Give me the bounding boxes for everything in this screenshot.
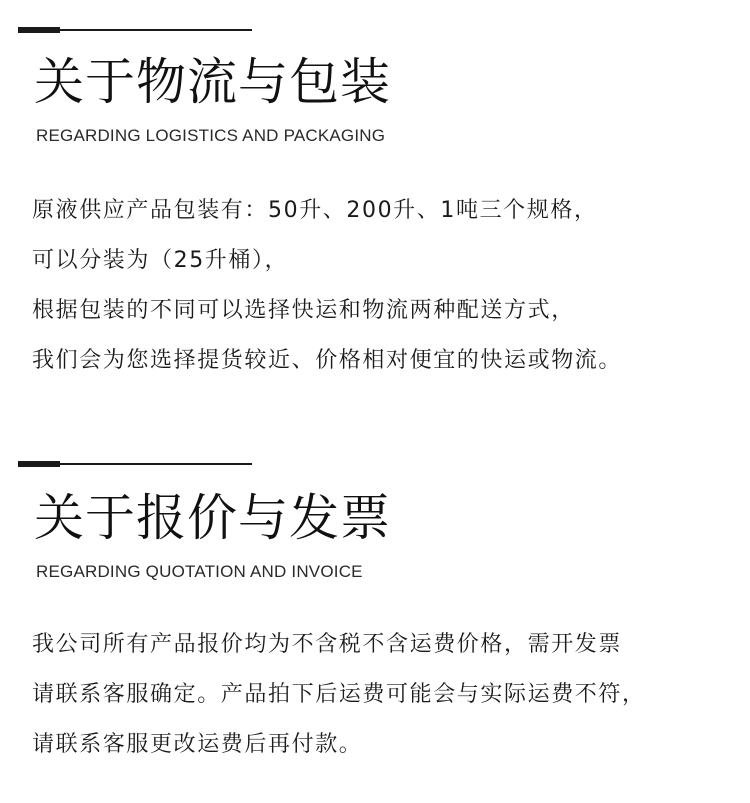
invoice-subtitle: REGARDING QUOTATION AND INVOICE xyxy=(36,562,363,581)
section-divider-accent xyxy=(18,461,60,467)
section-divider-accent xyxy=(18,27,60,33)
text-line: 原液供应产品包装有：50升、200升、1吨三个规格， xyxy=(32,198,598,223)
text-line: 可以分装为（25升桶）， xyxy=(32,248,289,273)
text-line: 请联系客服更改运费后再付款。 xyxy=(32,732,363,757)
section-divider xyxy=(18,463,252,465)
text-line: 根据包装的不同可以选择快运和物流两种配送方式， xyxy=(32,298,575,323)
logistics-title: 关于物流与包装 xyxy=(34,53,391,111)
logistics-text xyxy=(32,186,622,386)
invoice-title: 关于报价与发票 xyxy=(34,489,391,547)
text-line: 我公司所有产品报价均为不含税不含运费价格，需开发票 xyxy=(32,632,623,657)
text-line: 请联系客服确定。产品拍下后运费可能会与实际运费不符， xyxy=(32,682,646,707)
logistics-subtitle: REGARDING LOGISTICS AND PACKAGING xyxy=(36,126,386,145)
invoice-text xyxy=(32,620,646,770)
text-line: 我们会为您选择提货较近、价格相对便宜的快运或物流。 xyxy=(32,348,623,373)
section-divider xyxy=(18,29,252,31)
